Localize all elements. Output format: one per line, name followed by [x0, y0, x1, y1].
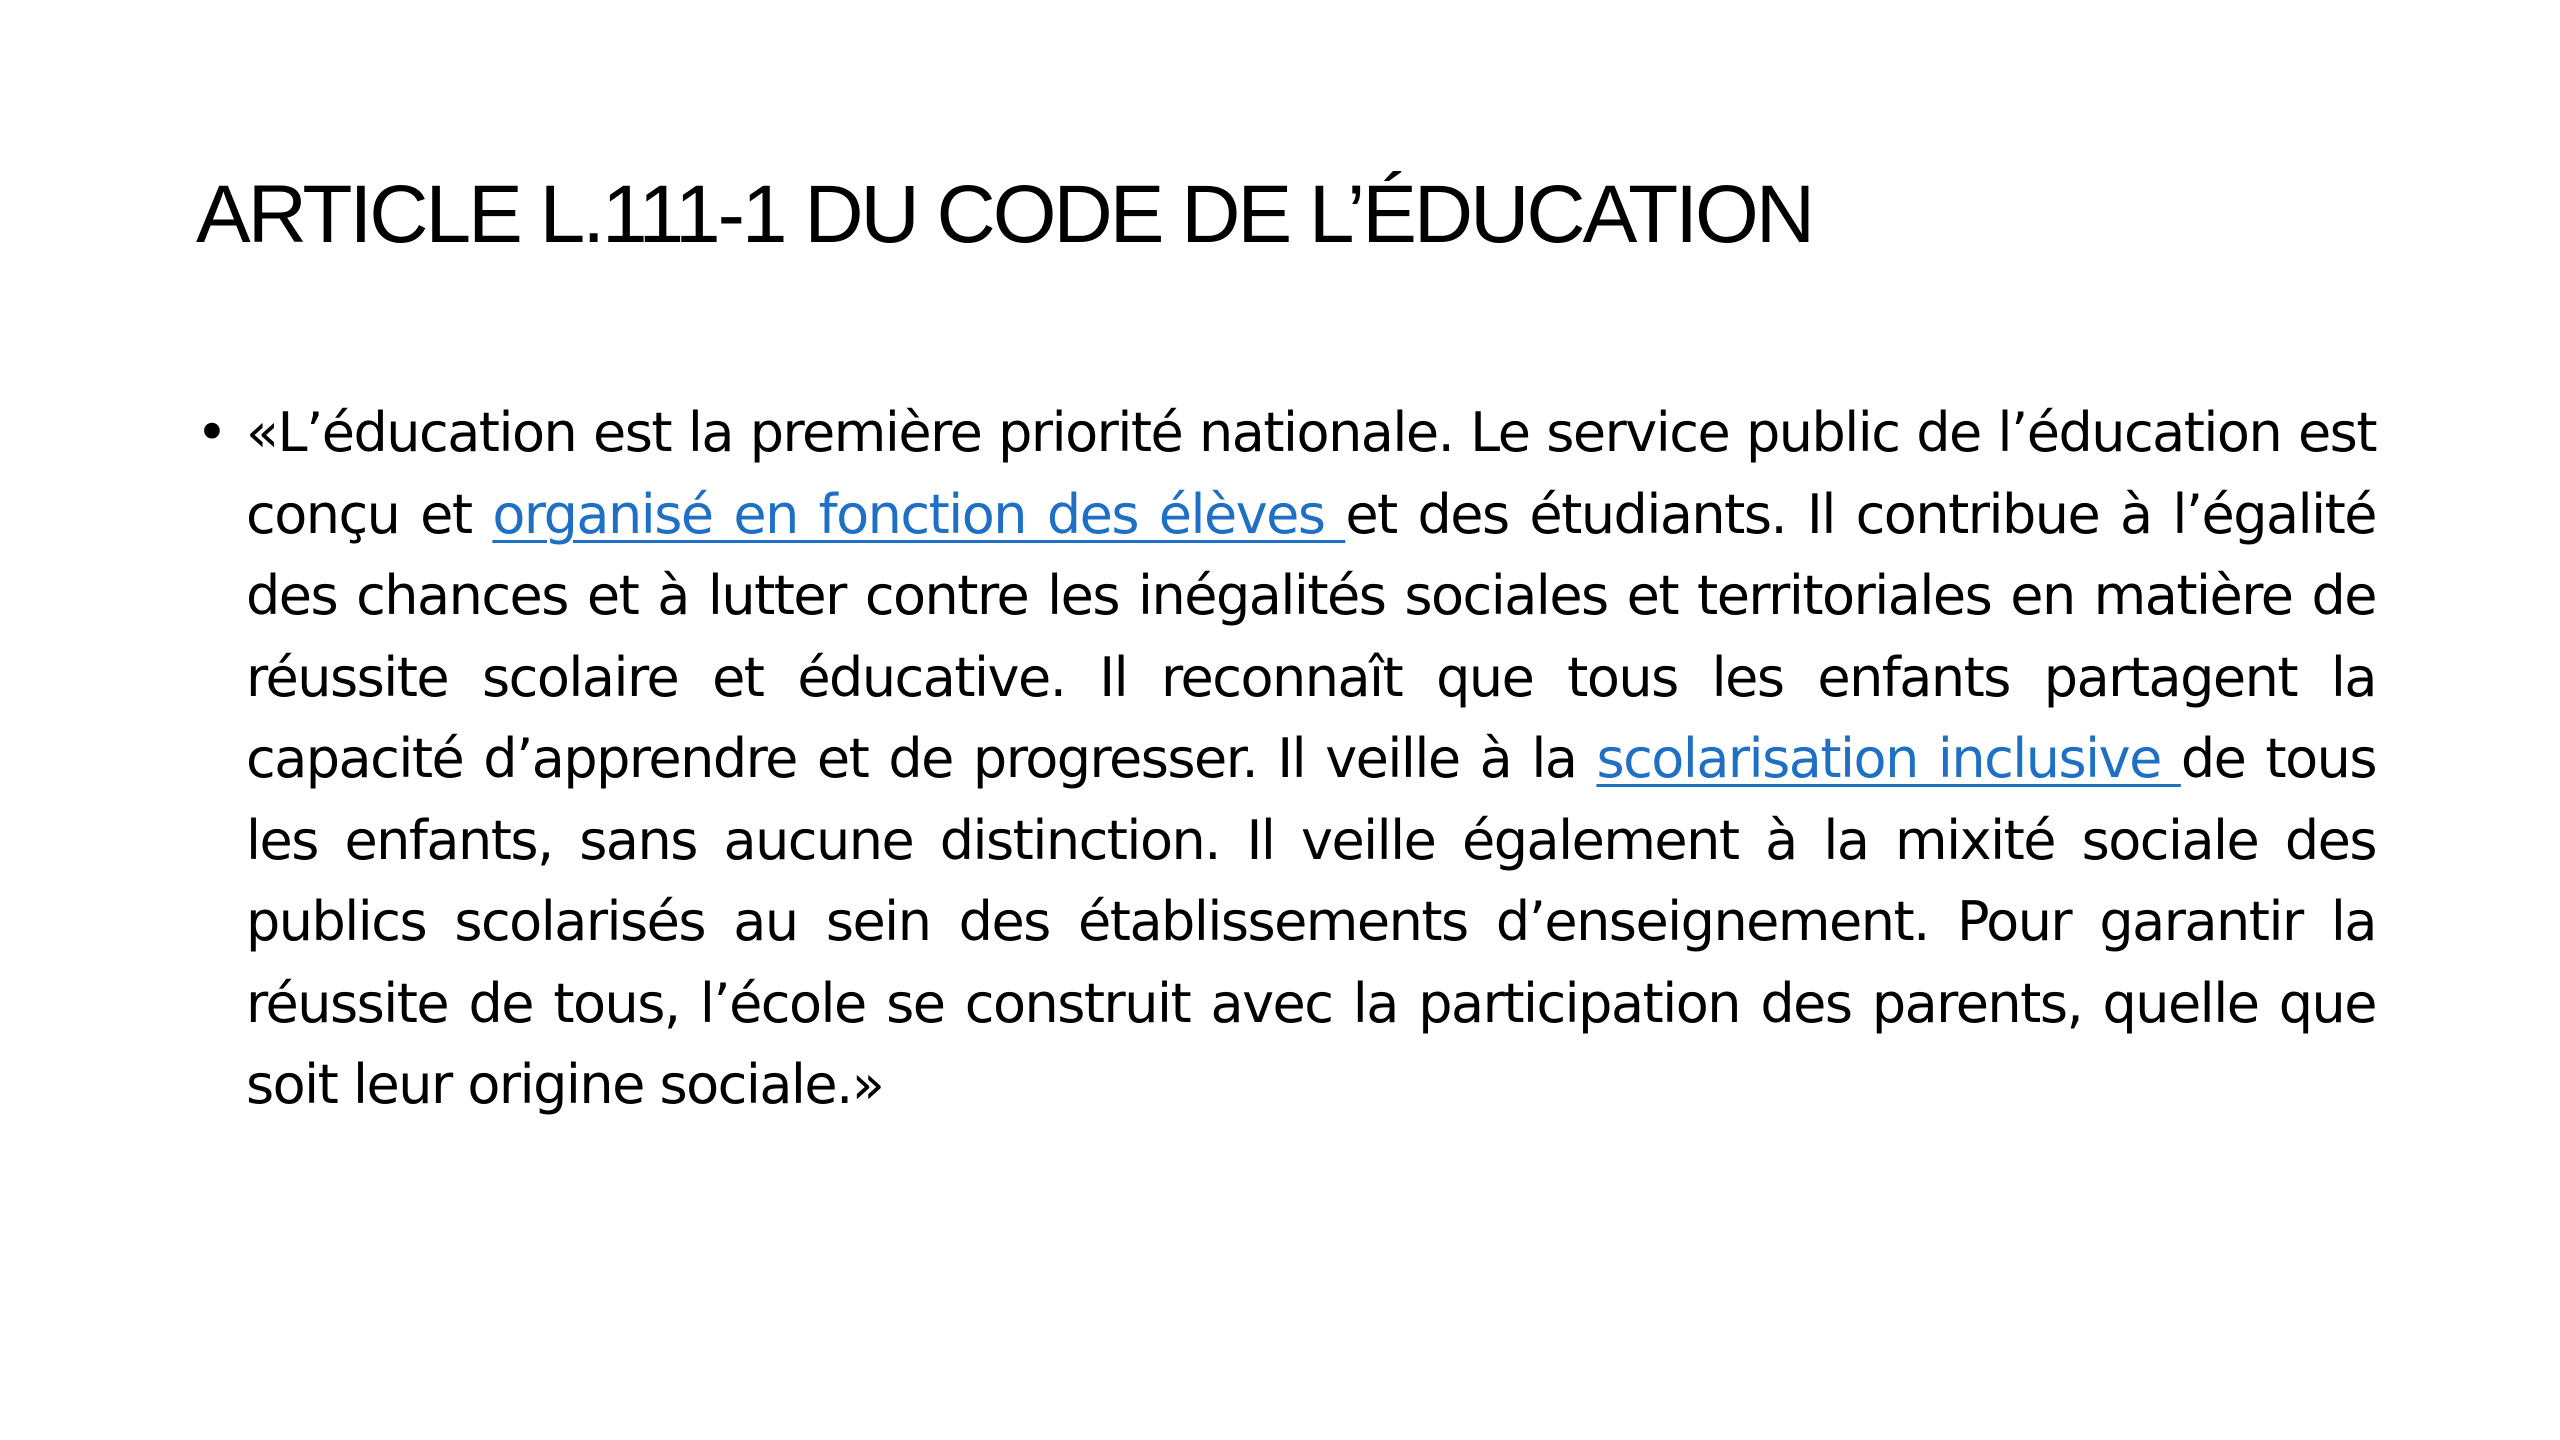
link-scolarisation-inclusive[interactable]: scolarisation inclusive — [1596, 727, 2181, 790]
bullet-marker: • — [196, 401, 227, 464]
link-organise-en-fonction-des-eleves[interactable]: organisé en fonction des élèves — [492, 482, 1346, 546]
bullet-item — [196, 392, 2376, 1126]
bullet-list — [196, 392, 2376, 1126]
quote-text-part-3: de tous les enfants, sans aucune distinction. Il veille également à la mixité sociale des publics scolarisés au sein des établissements d’enseignement. Pour garantir la réussite de tous, l’école se construit avec la participation des parents, quelle que soit leur origine sociale.» — [246, 727, 2376, 1116]
slide-title: ARTICLE L.111-1 DU CODE DE L’ÉDUCATION — [196, 169, 1813, 260]
quote-text-part-2: et des étudiants. Il contribue à l’égalité des chances et à lutter contre les inégalités sociales et territoriales en matière de réussite scolaire et éducative. Il reconnaît que tous les enfants partagent la capacité d’apprendre et de progresser. Il veille à la — [246, 482, 2377, 790]
quote-text-part-1: «L’éducation est la première priorité nationale. Le service public de l’éducation est conçu et — [246, 401, 2376, 546]
